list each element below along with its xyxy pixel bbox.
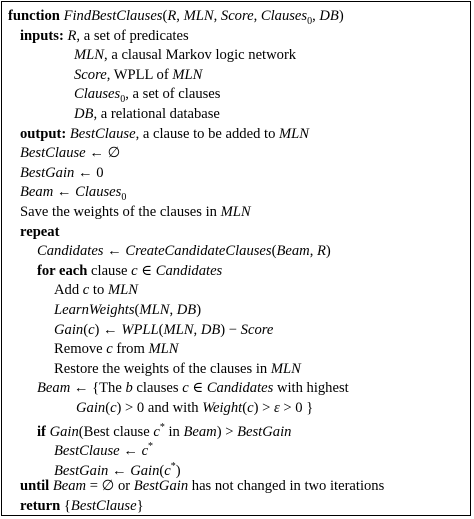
algorithm-token: DB: [176, 302, 197, 318]
algorithm-token: output:: [20, 125, 67, 142]
algorithm-token: (Best clause: [78, 423, 154, 440]
algorithm-token: Restore the weights of the clauses in: [54, 360, 271, 377]
algorithm-token: , a set of predicates: [76, 27, 189, 44]
algorithm-box: [1, 1, 471, 516]
algorithm-line: [2, 45, 470, 65]
algorithm-token: (: [271, 243, 277, 260]
algorithm-token: ): [338, 8, 344, 24]
algorithm-token: Beam: [183, 423, 217, 440]
algorithm-token: (: [83, 321, 89, 338]
algorithm-token: c: [247, 400, 254, 416]
algorithm-line: [2, 457, 470, 477]
algorithm-token: for each: [37, 262, 88, 279]
algorithm-token: 0: [120, 94, 126, 106]
algorithm-line: [2, 202, 470, 222]
algorithm-token: c: [182, 380, 189, 397]
algorithm-token: ,: [312, 8, 320, 24]
algorithm-token: Score: [74, 66, 107, 83]
algorithm-line: [2, 320, 470, 340]
algorithm-token: Gain: [54, 321, 84, 338]
algorithm-token: MLN: [139, 302, 170, 318]
algorithm-token: CreateCandidateClauses: [125, 243, 272, 260]
algorithm-token: DB: [200, 321, 221, 338]
algorithm-token: c: [88, 321, 95, 338]
algorithm-token: ,: [309, 243, 317, 260]
algorithm-token: Candidates: [155, 262, 223, 279]
algorithm-token: ←: [103, 243, 126, 260]
algorithm-token: R: [316, 243, 326, 260]
algorithm-token: Candidates: [206, 380, 274, 397]
algorithm-line: [2, 476, 470, 496]
algorithm-token: ← {The: [70, 380, 126, 397]
algorithm-line: [2, 437, 470, 460]
algorithm-line: [2, 300, 470, 320]
algorithm-token: ,: [169, 302, 177, 318]
algorithm-token: BestGain: [133, 478, 189, 495]
algorithm-token: Clauses: [74, 86, 121, 103]
algorithm-token: clauses: [132, 380, 183, 397]
algorithm-token: 0: [307, 15, 313, 27]
algorithm-token: Gain: [130, 462, 160, 479]
algorithm-line: [2, 222, 470, 242]
algorithm-token: *: [159, 421, 165, 433]
algorithm-token: , a relational database: [93, 106, 220, 122]
algorithm-token: ← 0: [74, 164, 104, 181]
algorithm-token: Candidates: [37, 243, 104, 260]
algorithm-token: function: [8, 8, 60, 24]
algorithm-token: R: [167, 8, 177, 24]
algorithm-token: repeat: [20, 223, 60, 240]
algorithm-token: ): [175, 462, 181, 479]
algorithm-token: > 0 }: [279, 400, 314, 416]
algorithm-token: c: [110, 400, 117, 416]
algorithm-line: [2, 65, 470, 85]
algorithm-token: ) −: [220, 321, 241, 338]
algorithm-token: LearnWeights: [54, 302, 135, 318]
algorithm-token: ε: [273, 400, 280, 416]
algorithm-token: ∈: [137, 262, 156, 279]
algorithm-token: DB: [74, 106, 94, 122]
algorithm-token: has not changed in two iterations: [188, 478, 385, 495]
algorithm-token: = ∅ or: [86, 478, 134, 495]
algorithm-token: (: [159, 462, 165, 479]
algorithm-line: [2, 378, 470, 398]
algorithm-token: BestGain: [54, 462, 109, 479]
algorithm-token: to: [89, 282, 108, 299]
algorithm-line: [2, 26, 470, 46]
algorithm-token: MLN: [270, 360, 301, 377]
algorithm-line: [2, 163, 470, 183]
algorithm-token: R: [67, 27, 77, 44]
algorithm-token: 0: [121, 192, 127, 204]
algorithm-token: *: [170, 460, 176, 472]
algorithm-token: Score: [240, 321, 274, 338]
algorithm-line: [2, 398, 470, 418]
algorithm-token: *: [148, 441, 154, 453]
algorithm-token: c: [131, 262, 138, 279]
algorithm-token: ) > 0 and with: [116, 400, 203, 416]
algorithm-line: [2, 182, 470, 202]
algorithm-token: BestClause: [20, 145, 86, 162]
algorithm-token: c: [106, 341, 113, 358]
algorithm-token: c: [164, 462, 171, 479]
algorithm-line: [2, 496, 470, 516]
algorithm-token: MLN: [107, 282, 138, 299]
algorithm-line: [2, 104, 470, 124]
algorithm-token: Clauses: [260, 8, 308, 24]
algorithm-token: ,: [253, 8, 261, 24]
algorithm-token: , a set of clauses: [125, 86, 221, 103]
algorithm-token: {: [60, 498, 71, 514]
algorithm-token: ,: [213, 8, 221, 24]
algorithm-token: WPLL: [121, 321, 159, 338]
algorithm-token: clause: [87, 262, 132, 279]
algorithm-token: , a clausal Markov logic network: [104, 47, 297, 64]
algorithm-token: ←: [108, 462, 131, 479]
algorithm-token: return: [20, 498, 61, 514]
algorithm-token: ,: [193, 321, 201, 338]
algorithm-token: MLN: [148, 341, 179, 358]
algorithm-token: (: [158, 321, 164, 338]
algorithm-token: ) ←: [94, 321, 122, 338]
algorithm-token: ) >: [253, 400, 274, 416]
algorithm-token: DB: [319, 8, 339, 24]
algorithm-token: Weight: [202, 400, 243, 416]
algorithm-line: [2, 339, 470, 359]
algorithm-token: Gain: [49, 423, 79, 440]
algorithm-line: [2, 6, 470, 26]
algorithm-token: from: [112, 341, 149, 358]
algorithm-line: [2, 359, 470, 379]
algorithm-token: Score: [220, 8, 254, 24]
algorithm-token: Beam: [52, 478, 87, 495]
algorithm-line: [2, 280, 470, 300]
algorithm-token: c: [141, 443, 149, 460]
algorithm-token: Beam: [276, 243, 310, 260]
algorithm-token: MLN: [183, 8, 214, 24]
algorithm-token: if: [37, 423, 46, 440]
algorithm-token: Save the weights of the clauses in: [20, 204, 221, 220]
algorithm-line: [2, 124, 470, 144]
algorithm-token: inputs:: [20, 27, 64, 44]
algorithm-token: Add: [54, 282, 83, 299]
algorithm-token: FindBestClauses: [63, 8, 163, 24]
algorithm-token: (: [162, 8, 168, 24]
algorithm-token: ): [196, 302, 202, 318]
algorithm-token: ): [325, 243, 331, 260]
algorithm-token: c: [153, 423, 160, 440]
algorithm-token: }: [136, 498, 144, 514]
algorithm-token: MLN: [172, 66, 203, 83]
algorithm-token: MLN: [220, 204, 251, 220]
algorithm-token: MLN: [163, 321, 194, 338]
algorithm-token: BestClause: [69, 125, 136, 142]
algorithm-token: Remove: [54, 341, 107, 358]
algorithm-token: c: [82, 282, 90, 299]
algorithm-token: b: [125, 380, 133, 397]
algorithm-token: ←: [119, 443, 142, 460]
algorithm-line: [2, 241, 470, 261]
algorithm-line: [2, 143, 470, 163]
algorithm-token: ,: [176, 8, 184, 24]
algorithm-token: , a clause to be added to: [135, 125, 280, 142]
algorithm-token: (: [134, 302, 140, 318]
algorithm-token: until: [20, 478, 50, 495]
algorithm-line: [2, 418, 470, 438]
algorithm-token: ) >: [216, 423, 238, 440]
algorithm-token: BestClause: [70, 498, 137, 514]
algorithm-token: Beam: [20, 184, 54, 201]
algorithm-token: MLN: [74, 47, 105, 64]
algorithm-token: ←: [53, 184, 76, 201]
algorithm-token: Clauses: [75, 184, 122, 201]
algorithm-token: , WPLL of: [106, 66, 173, 83]
algorithm-line: [2, 261, 470, 281]
algorithm-token: (: [242, 400, 248, 416]
algorithm-token: in: [164, 423, 184, 440]
algorithm-token: BestGain: [20, 164, 75, 181]
algorithm-line: [2, 84, 470, 104]
algorithm-token: BestGain: [237, 423, 292, 440]
algorithm-token: Gain: [76, 400, 106, 416]
algorithm-token: BestClause: [54, 443, 120, 460]
algorithm-token: Beam: [37, 380, 71, 397]
algorithm-token: MLN: [279, 125, 310, 142]
algorithm-token: with highest: [273, 380, 349, 397]
algorithm-token: (: [105, 400, 111, 416]
algorithm-token: ∈: [188, 380, 207, 397]
algorithm-token: ← ∅: [85, 145, 121, 162]
